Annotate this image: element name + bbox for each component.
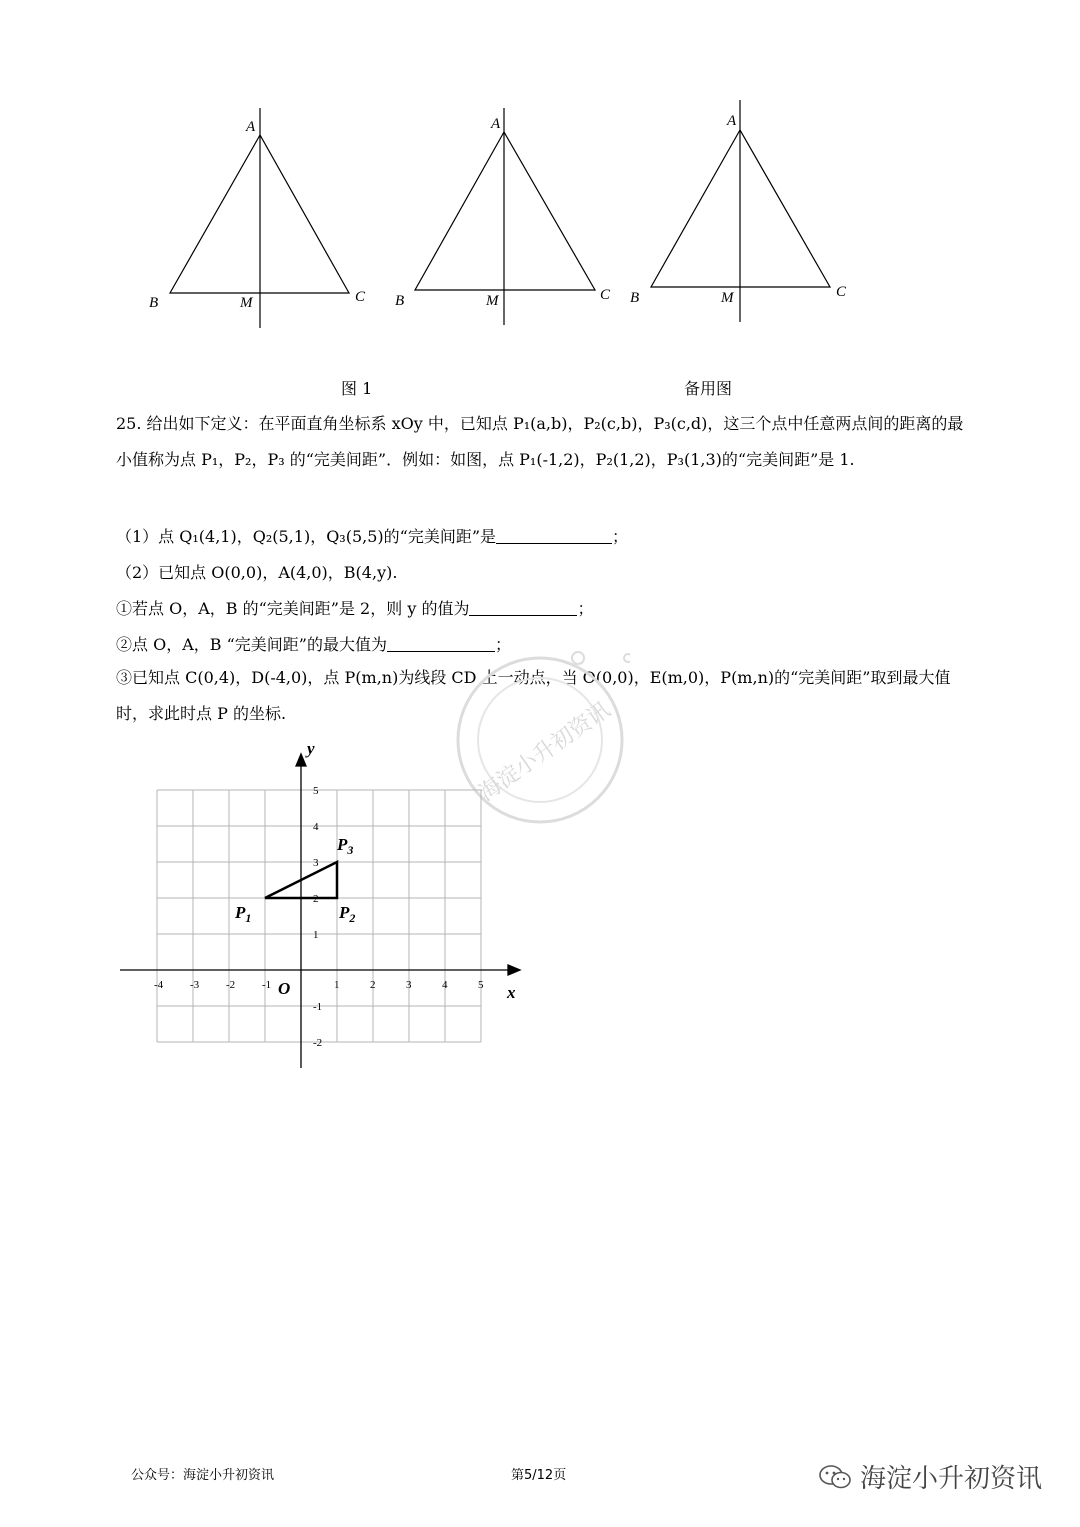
tri2-label-a: A (491, 116, 501, 132)
coordinate-grid-figure (110, 735, 540, 1075)
tri3-label-b: B (630, 290, 640, 306)
x-axis-label: x (507, 983, 516, 1002)
y-axis-arrow-icon (296, 754, 306, 766)
tri2-label-m: M (486, 293, 499, 309)
tri1-label-a: A (246, 119, 256, 135)
x-tick-label: -4 (154, 979, 164, 991)
x-tick-label: 2 (370, 979, 376, 991)
triangle-figure-2 (415, 108, 595, 325)
y-tick-label: -2 (313, 1037, 323, 1049)
y-tick-label: 3 (313, 857, 319, 869)
footer-account: 公众号：海淀小升初资讯 (131, 1468, 275, 1483)
footer-page-number: 第5/12页 (511, 1468, 567, 1483)
x-tick-label: 3 (406, 979, 412, 991)
point-label-p3: $P_3$ (337, 835, 354, 857)
x-tick-label: -2 (226, 979, 236, 991)
origin-label: O (278, 979, 291, 998)
x-axis-arrow-icon (508, 965, 520, 975)
figure-caption-1: 图 1 (341, 379, 373, 398)
point-label-p2: $P_2$ (339, 903, 356, 925)
tri1-label-b: B (149, 295, 159, 311)
tri2-label-b: B (395, 293, 405, 309)
question-2-1: ①若点 O，A，B 的“完美间距”是 2，则 y 的值为 ； (116, 599, 594, 618)
y-tick-label: 5 (313, 785, 319, 797)
footer-logo-text: 海淀小升初资讯 (860, 1464, 1043, 1494)
wechat-icon (818, 1464, 852, 1490)
y-tick-label: 4 (313, 821, 319, 833)
footer-logo (818, 1458, 1042, 1495)
tri3-label-a: A (727, 113, 737, 129)
triangle-figure-3 (651, 100, 830, 322)
x-tick-label: 4 (442, 979, 448, 991)
tri3-label-m: M (721, 290, 734, 306)
triangle-figures (0, 90, 1080, 340)
problem-intro-text: 25. 给出如下定义：在平面直角坐标系 xOy 中，已知点 P₁(a,b)，P₂(c,b)，P₃(c,d)，这三个点中任意两点间的距离的最小值称为点 P₁，P₂，P₃ 的“完美间距”．例如：如图，点 P₁(-1,2)，P₂(1,2)，P₃(1,3)的“完美间距”是 1. (116, 414, 964, 469)
x-tick-label: -1 (262, 979, 272, 991)
x-tick-label: -3 (190, 979, 200, 991)
question-2 (116, 560, 397, 583)
x-tick-label: 5 (478, 979, 484, 991)
point-label-p1: $P_1$ (235, 903, 252, 925)
y-tick-label: 2 (313, 893, 319, 905)
x-tick-label: 1 (334, 979, 340, 991)
question-1: （1）点 Q₁(4,1)，Q₂(5,1)，Q₃(5,5)的“完美间距”是 ； (116, 527, 629, 546)
y-axis-label: y (307, 739, 315, 758)
question-2-2: ②点 O，A，B “完美间距”的最大值为 ； (116, 635, 511, 654)
question-1-text: （1）点 Q₁(4,1)，Q₂(5,1)，Q₃(5,5)的“完美间距”是 (116, 527, 497, 546)
triangle-figure-1 (170, 108, 349, 328)
tri1-label-m: M (240, 295, 253, 311)
tri3-label-c: C (836, 284, 847, 300)
y-tick-label: -1 (313, 1001, 323, 1013)
question-2-3-text: ③已知点 C(0,4)，D(-4,0)，点 P(m,n)为线段 CD 上一动点，当 O(0,0)，E(m,0)，P(m,n)的“完美间距”取到最大值时，求此时点 P 的坐标. (116, 668, 951, 723)
figure-caption-2: 备用图 (684, 379, 733, 398)
answer-blank-2-1[interactable] (469, 601, 577, 616)
y-tick-label: 1 (313, 929, 319, 941)
tri1-label-c: C (355, 289, 366, 305)
answer-blank-1[interactable] (496, 529, 612, 544)
question-2-text: （2）已知点 O(0,0)，A(4,0)，B(4,y). (116, 563, 398, 582)
question-2-2-text: ②点 O，A，B “完美间距”的最大值为 (116, 635, 387, 654)
tri2-label-c: C (600, 287, 611, 303)
watermark-text: 海淀小升初资讯 (474, 697, 616, 807)
question-2-1-text: ①若点 O，A，B 的“完美间距”是 2，则 y 的值为 (116, 599, 470, 618)
problem-25-intro (116, 406, 976, 478)
